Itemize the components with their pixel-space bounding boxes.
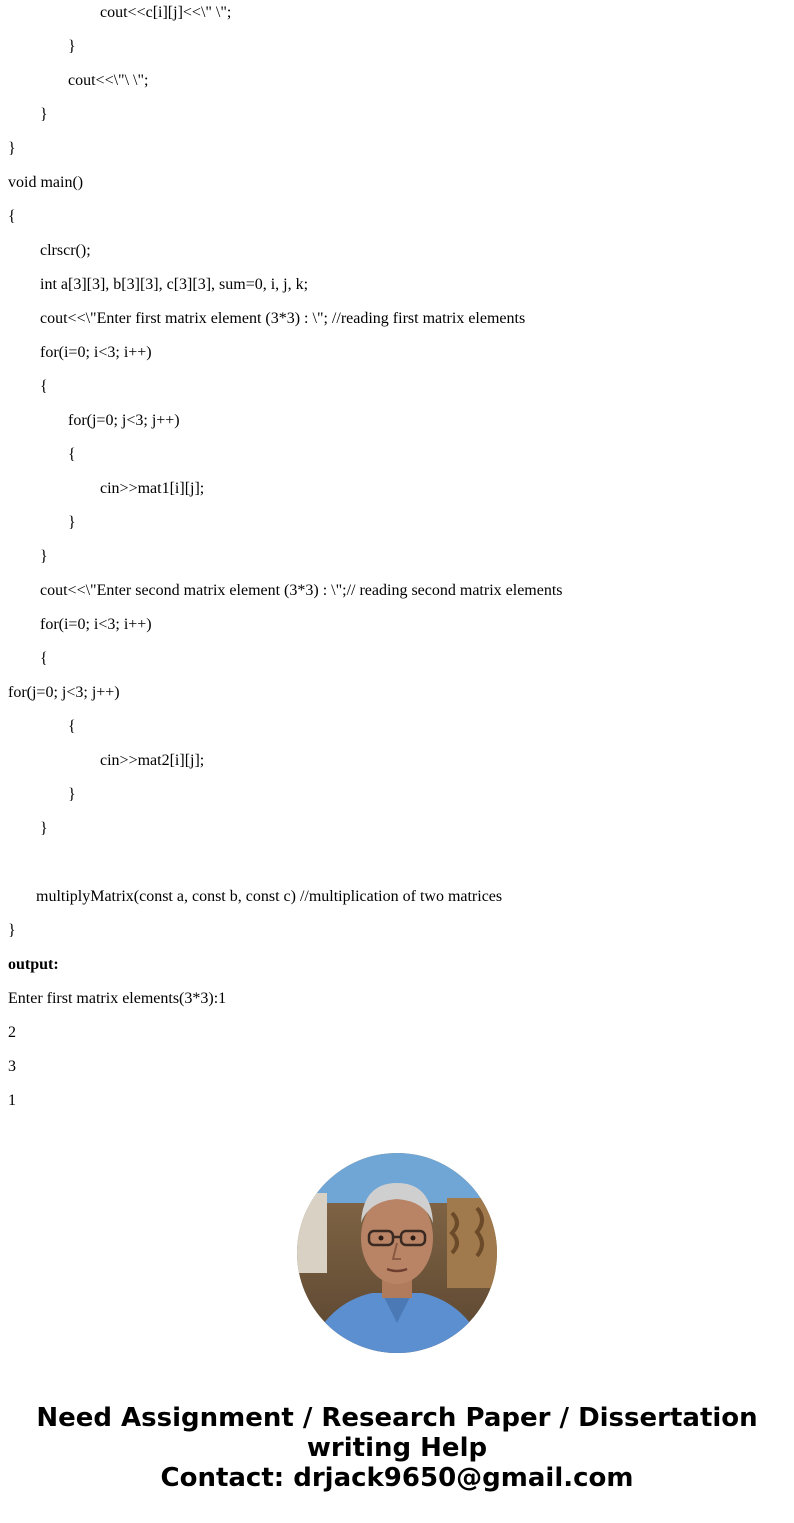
code-line: void main() bbox=[8, 174, 84, 191]
code-line: for(i=0; i<3; i++) bbox=[40, 616, 152, 633]
code-line: } bbox=[8, 922, 16, 939]
code-line: cin>>mat1[i][j]; bbox=[100, 480, 205, 497]
code-line: { bbox=[8, 208, 16, 225]
code-line: } bbox=[68, 514, 76, 531]
code-line: } bbox=[8, 140, 16, 157]
code-line: cout<<\"Enter first matrix element (3*3) : \"; //reading first matrix elements bbox=[40, 310, 526, 327]
code-line: cin>>mat2[i][j]; bbox=[100, 752, 205, 769]
output-line: 1 bbox=[8, 1092, 16, 1109]
footer-line: writing Help bbox=[306, 1433, 488, 1463]
code-line: { bbox=[40, 378, 48, 395]
code-line: } bbox=[40, 106, 48, 123]
code-line: } bbox=[68, 38, 76, 55]
code-line: clrscr(); bbox=[40, 242, 91, 259]
code-line: } bbox=[40, 548, 48, 565]
code-line: cout<<\"\ \"; bbox=[68, 72, 149, 89]
code-line: int a[3][3], b[3][3], c[3][3], sum=0, i, j, k; bbox=[40, 276, 309, 293]
code-line: for(j=0; j<3; j++) bbox=[68, 412, 180, 429]
portrait-image bbox=[297, 1153, 497, 1353]
author-photo bbox=[297, 1153, 497, 1353]
code-line: cout<<c[i][j]<<\" \"; bbox=[100, 4, 232, 21]
code-line: cout<<\"Enter second matrix element (3*3) : \";// reading second matrix elements bbox=[40, 582, 563, 599]
code-line: for(i=0; i<3; i++) bbox=[40, 344, 152, 361]
output-heading: output: bbox=[8, 956, 59, 973]
footer-contact: Contact: drjack9650@gmail.com bbox=[160, 1463, 634, 1493]
code-line: { bbox=[40, 650, 48, 667]
code-line: { bbox=[68, 446, 76, 463]
code-line: for(j=0; j<3; j++) bbox=[8, 684, 120, 701]
contact-footer bbox=[0, 1403, 794, 1493]
code-line: { bbox=[68, 718, 76, 735]
code-line: } bbox=[40, 820, 48, 837]
output-line: Enter first matrix elements(3*3):1 bbox=[8, 990, 227, 1007]
code-line: multiplyMatrix(const a, const b, const c) //multiplication of two matrices bbox=[36, 888, 503, 905]
code-line: } bbox=[68, 786, 76, 803]
output-line: 2 bbox=[8, 1024, 16, 1041]
output-line: 3 bbox=[8, 1058, 16, 1075]
footer-line: Need Assignment / Research Paper / Dissertation bbox=[36, 1403, 758, 1433]
